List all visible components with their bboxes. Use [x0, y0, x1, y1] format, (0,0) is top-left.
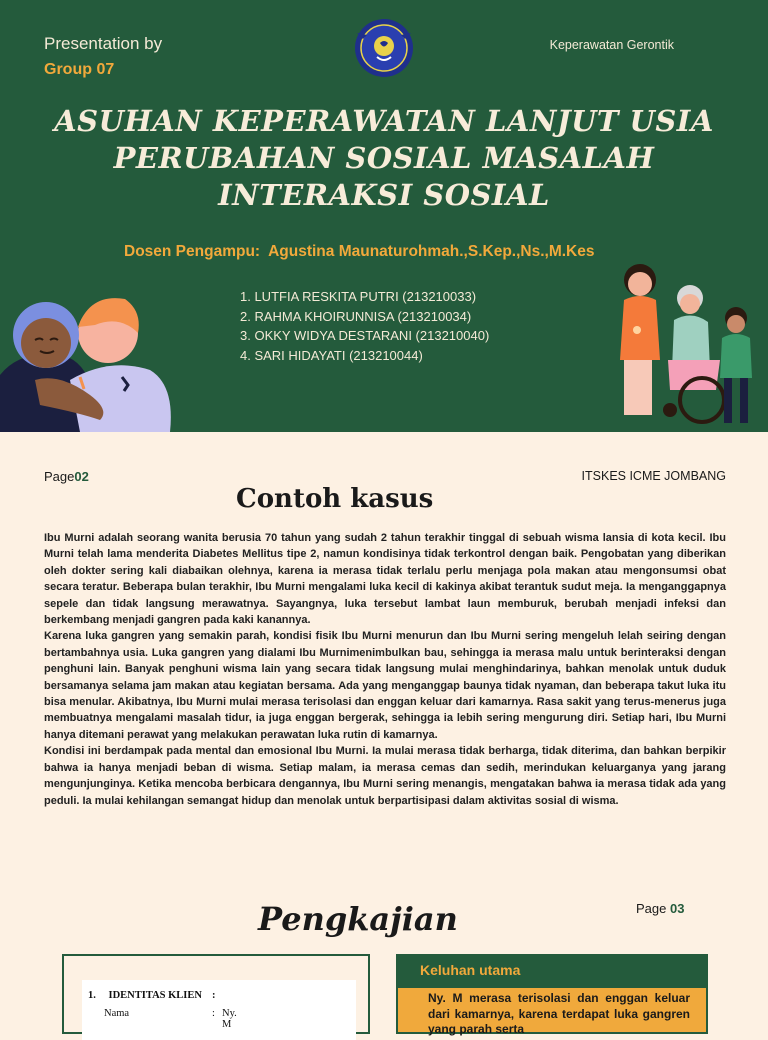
title-slide: [0, 0, 768, 432]
member-item: 2. RAHMA KHOIRUNNISA (213210034): [240, 308, 472, 324]
section-number: 1.: [88, 990, 96, 1001]
lecturer-line: [124, 243, 594, 261]
topic-label: Keperawatan Gerontik: [549, 38, 674, 52]
section-title: IDENTITAS KLIEN: [108, 990, 202, 1001]
university-crest-logo: [353, 17, 415, 79]
colon: :: [212, 990, 216, 1001]
title-line: ASUHAN KEPERAWATAN LANJUT USIA: [54, 104, 714, 138]
case-paragraph: Kondisi ini berdampak pada mental dan emosional Ibu Murni. Ia mulai merasa tidak berharga, tidak diterima, dan bahkan berpikir bahwa ia hanya menjadi beban di wisma. Setiap malam, ia merasa cemas dan sedih, merindukan keluarganya yang jarang mengunjunginya. Ketika mencoba berbicara dengannya, Ibu Murni sering menangis, mengatakan bahwa ia merasa tidak ada yang peduli. Ia mulai kehilangan semangat hidup dan menolak untuk berpartisipasi dalam aktivitas sosial di wisma.: [44, 745, 726, 807]
member-item: 4. SARI HIDAYATI (213210044): [240, 347, 423, 363]
case-body: [44, 530, 726, 809]
presentation-title: [40, 103, 728, 214]
family-wheelchair-illustration: [612, 260, 762, 428]
page-number: [44, 469, 89, 484]
page-word: Page: [636, 901, 667, 916]
lecturer-name: Agustina Maunaturohmah.,S.Kep.,Ns.,M.Kes: [268, 243, 595, 260]
page-num: 03: [670, 901, 685, 916]
main-complaint-title: Keluhan utama: [398, 956, 706, 988]
group-label: Group 07: [44, 61, 115, 78]
case-paragraph: Karena luka gangren yang semakin parah, kondisi fisik Ibu Murni menurun dan Ibu Murni sering mengeluh lelah seiring dengan bertambahnya usia. Luka gangren yang dialami Ibu Murnimenimbulkan bau, sehingga ia merasa malu untuk berinteraksi dengan penghuni lain. Banyak penghuni wisma lain yang secara tidak langsung mulai menghindarinya, bahkan menolak untuk duduk bersamanya selama jam makan atau kegiatan bersama. Ada yang menganggap baunya tidak nyaman, dan beberapa takut luka itu bisa menular. Akibatnya, Ibu Murni mulai merasa terisolasi dan enggan keluar dari kamarnya. Rasa sakit yang terus-menerus juga membuatnya mengalami masalah tidur, ia juga enggan bergerak, sehingga ia lebih sering mengurung diri. Setiap hari, Ibu Murni hanya ditemani perawat yang melakukan perawatan luka rutin di kamarnya.: [44, 630, 726, 741]
institution-label: ITSKES ICME JOMBANG: [581, 469, 726, 483]
case-paragraph: Ibu Murni adalah seorang wanita berusia 70 tahun yang sudah 2 tahun terakhir tinggal di sebuah wisma lansia di kota kecil. Ibu Murni telah lama menderita Diabetes Mellitus tipe 2, namun kondisinya tidak terkontrol dengan baik. Pengobatan yang diberikan oleh dokter sering kali diabaikan olehnya, karena ia merasa tidak terlalu perlu menjaga pola makan atau mengonsumsi obat secara teratur. Beberapa bulan terakhir, Ibu Murni mengalami luka kecil di kakinya akibat terantuk sudut meja. Ia menganggapnya sepele dan tidak langsung merawatnya. Sayangnya, luka tersebut lambat laun memburuk, berubah menjadi infeksi dan berkembang menjadi gangren pada kaki kanannya.: [44, 532, 726, 627]
member-item: 1. LUTFIA RESKITA PUTRI (213210033): [240, 289, 477, 304]
field-value: Ny. M: [222, 1008, 237, 1030]
page-number: [636, 901, 684, 916]
case-heading: Contoh kasus: [236, 484, 434, 514]
field-label: Nama: [104, 1008, 130, 1019]
member-item: 3. OKKY WIDYA DESTARANI (213210040): [240, 328, 490, 343]
member-list: [240, 287, 489, 365]
page-word: Page: [44, 469, 75, 484]
lecturer-label: Dosen Pengampu:: [124, 243, 261, 260]
title-line: INTERAKSI SOSIAL: [218, 178, 550, 212]
identity-section-row: [88, 990, 216, 1001]
identity-name-row: [104, 1008, 237, 1030]
elderly-women-hugging-illustration: [0, 285, 175, 432]
assessment-heading: Pengkajian: [258, 900, 458, 938]
page-num: 02: [74, 469, 89, 484]
main-complaint-panel: [396, 954, 708, 1034]
presentation-by-label: Presentation by: [44, 34, 163, 53]
title-line: PERUBAHAN SOSIAL MASALAH: [113, 141, 655, 175]
main-complaint-text: Ny. M merasa terisolasi dan enggan keluar dari kamarnya, karena terdapat luka gangren yang parah serta: [428, 991, 690, 1036]
colon: :: [212, 1008, 215, 1019]
client-identity-sheet: [82, 980, 356, 1040]
client-identity-panel: [62, 954, 370, 1034]
